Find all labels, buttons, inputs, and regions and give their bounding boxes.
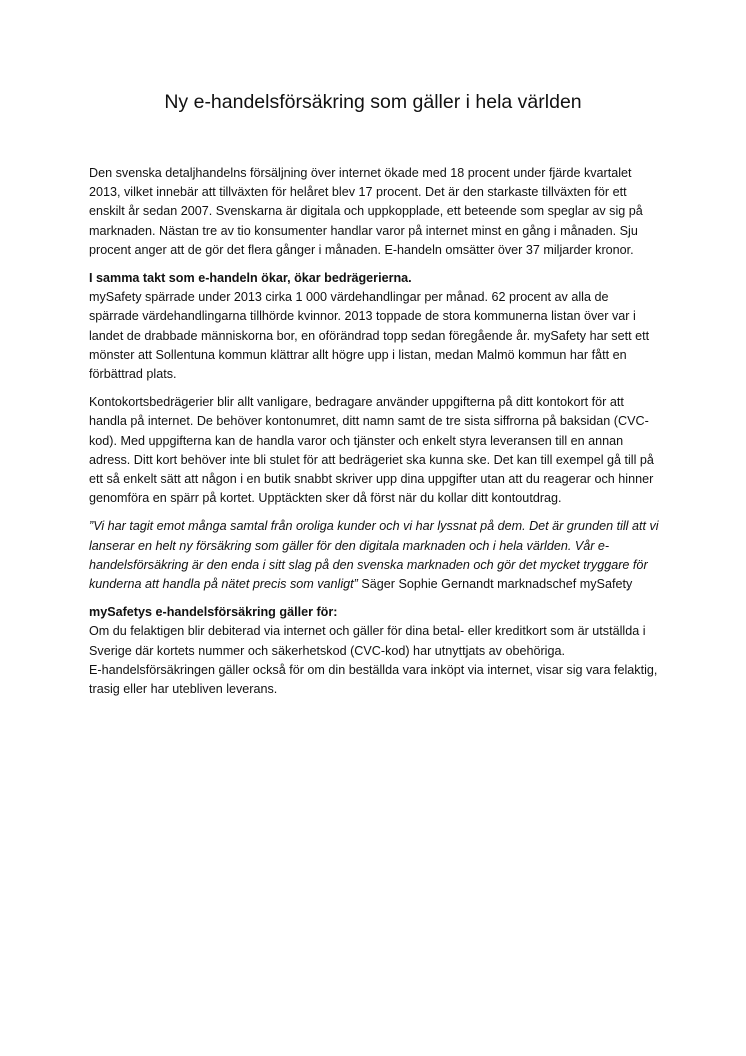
paragraph-coverage-goods: E-handelsförsäkringen gäller också för om din beställda vara inköpt via internet, visar sig vara felaktig, trasig eller har utebliven leverans. bbox=[89, 662, 658, 697]
section-fraud bbox=[89, 269, 659, 384]
section-quote bbox=[89, 517, 659, 594]
document-body bbox=[89, 164, 659, 708]
page-title: Ny e-handelsförsäkring som gäller i hela världen bbox=[164, 91, 582, 113]
section-heading-fraud: I samma takt som e-handeln ökar, ökar bedrägerierna. bbox=[89, 271, 412, 286]
quote-text: ”Vi har tagit emot många samtal från oroliga kunder och vi har lyssnat på dem. Det är grunden till att vi lanserar en helt ny försäkring som gäller för den digitala marknaden och i hela världen. Vår e-handelsförsäkring är den enda i sitt slag på den svenska marknaden och gör det mycket tryggare för kunderna att handla på nätet precis som vanligt” bbox=[89, 519, 659, 592]
section-coverage bbox=[89, 603, 659, 699]
paragraph-fraud-stats: mySafety spärrade under 2013 cirka 1 000 värdehandlingar per månad. 62 procent av alla de spärrade värdehandlingarna tillhörde kvinnor. 2013 toppade de stora kommunerna listan över var i landet de drabbade människorna bor, en oförändrad topp sedan föregående år. mySafety har sett ett mönster att Sollentuna kommun klättrar allt högre upp i listan, medan Malmö kommun har fått en förbättrad plats. bbox=[89, 290, 650, 382]
quote-attribution: Säger Sophie Gernandt marknadschef mySafety bbox=[357, 577, 633, 592]
paragraph-card-fraud: Kontokortsbedrägerier blir allt vanligare, bedragare använder uppgifterna på ditt kontokort för att handla på internet. De behöver kontonumret, ditt namn samt de tre sista siffrorna på baksidan (CVC-kod). Med uppgifterna kan de handla varor och tjänster och enkelt styra leveransen till en annan adress. Ditt kort behöver inte bli stulet för att bedrägeriet ska kunna ske. Det kan till exempel gå till på ett så enkelt sätt att någon i en butik snabbt skriver upp dina uppgifter utan att du reagerar och hinner genomföra en spärr på kortet. Upptäckten sker då först när du kollar ditt kontoutdrag. bbox=[89, 395, 654, 506]
paragraph-intro: Den svenska detaljhandelns försäljning över internet ökade med 18 procent under fjärde kvartalet 2013, vilket innebär att tillväxten för helåret blev 17 procent. Det är den starkaste tillväxten för ett enskilt år sedan 2007. Svenskarna är digitala och uppkopplade, ett beteende som speglar av sig på marknaden. Nästan tre av tio konsumenter handlar varor på internet minst en gång i månaden. Sju procent anger att de gör det flera gånger i månaden. E-handeln omsätter över 37 miljarder kronor. bbox=[89, 166, 643, 257]
section-heading-coverage: mySafetys e-handelsförsäkring gäller för: bbox=[89, 605, 338, 620]
paragraph-coverage-debit: Om du felaktigen blir debiterad via internet och gäller för dina betal- eller kreditkort som är utställda i Sverige där kortets nummer och säkerhetskod (CVC-kod) har utnyttjats av obehöriga. bbox=[89, 624, 646, 658]
